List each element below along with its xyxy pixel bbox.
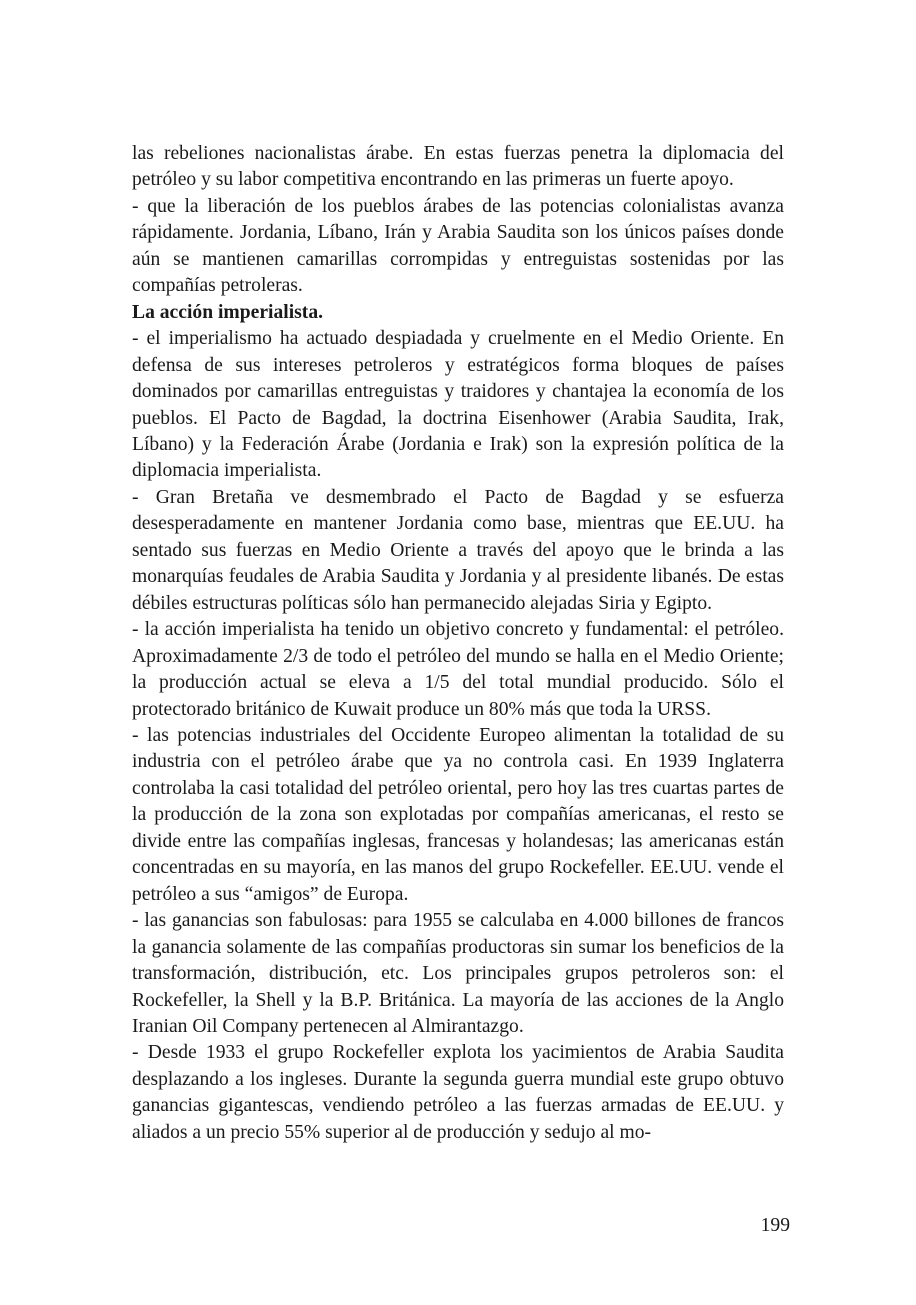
paragraph: las rebeliones nacionalistas árabe. En estas fuerzas penetra la diplomacia del petróleo y su labor competitiva encontrando en las primeras un fuerte apoyo. bbox=[132, 143, 784, 191]
page-number: 199 bbox=[760, 1215, 790, 1236]
paragraph: - que la liberación de los pueblos árabes de las potencias colonialistas avanza rápidamente. Jordania, Líbano, Irán y Arabia Saudita son los únicos países donde aún se mantienen camarillas corrompidas y entreguistas sostenidas por las compañías petroleras. bbox=[132, 195, 784, 297]
paragraph: - las potencias industriales del Occidente Europeo alimentan la totalidad de su industria con el petróleo árabe que ya no controla casi. En 1939 Inglaterra controlaba la casi totalidad del petróleo oriental, pero hoy las tres cuartas partes de la producción de la zona son explotadas por compañías americanas, el resto se divide entre las compañías inglesas, francesas y holandesas; las americanas están concentradas en su mayoría, en las manos del grupo Rockefeller. EE.UU. vende el petróleo a sus “amigos” de Europa. bbox=[132, 724, 784, 905]
paragraph: - el imperialismo ha actuado despiadada y cruelmente en el Medio Oriente. En defensa de sus intereses petroleros y estratégicos forma bloques de países dominados por camarillas entreguistas y traidores y chantajea la economía de los pueblos. El Pacto de Bagdad, la doctrina Eisenhower (Arabia Saudita, Irak, Líbano) y la Federación Árabe (Jordania e Irak) son la expresión política de la diplomacia imperialista. bbox=[132, 328, 784, 482]
paragraph: - las ganancias son fabulosas: para 1955 se calculaba en 4.000 billones de francos la ganancia solamente de las compañías productoras sin sumar los beneficios de la transformación, distribución, etc. Los principales grupos petroleros son: el Rockefeller, la Shell y la B.P. Británica. La mayoría de las acciones de la Anglo Iranian Oil Company pertenecen al Almirantazgo. bbox=[132, 910, 784, 1037]
paragraph: - Gran Bretaña ve desmembrado el Pacto de Bagdad y se esfuerza desesperadamente en mantener Jordania como base, mientras que EE.UU. ha sentado sus fuerzas en Medio Oriente a través del apoyo que le brinda a las monarquías feudales de Arabia Saudita y Jordania y al presidente libanés. De estas débiles estructuras políticas sólo han permanecido alejadas Siria y Egipto. bbox=[132, 486, 784, 614]
paragraph: - Desde 1933 el grupo Rockefeller explota los yacimientos de Arabia Saudita desplazando a los ingleses. Durante la segunda guerra mundial este grupo obtuvo ganancias gigantescas, vendiendo petróleo a las fuerzas armadas de EE.UU. y aliados a un precio 55% superior al de producción y sedujo al mo- bbox=[132, 1042, 784, 1143]
paragraph: - la acción imperialista ha tenido un objetivo concreto y fundamental: el petróleo. Aproximadamente 2/3 de todo el petróleo del mundo se halla en el Medio Oriente; la producción actual se eleva a 1/5 del total mundial producido. Sólo el protectorado británico de Kuwait produce un 80% más que toda la URSS. bbox=[132, 619, 784, 720]
body-text bbox=[132, 141, 784, 1146]
section-heading: La acción imperialista. bbox=[132, 301, 324, 323]
